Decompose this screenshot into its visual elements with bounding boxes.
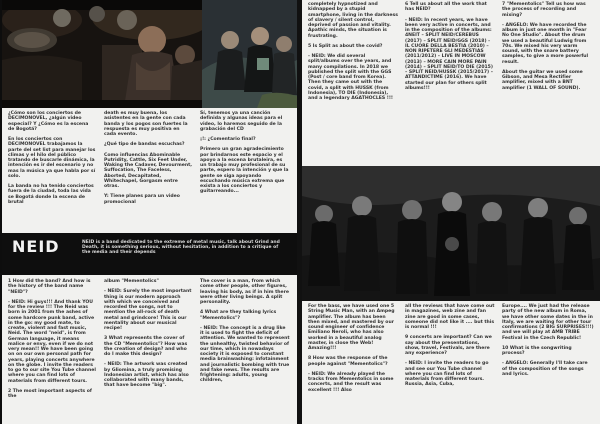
paragraph: For the bass, we have used one 5 String Music Man, with an Ampeg amplifier. The album has been then mixed, and mastered by our sound engineer of confidence Emiliano Neroli, who has also worked in a beautiful analog master, in close the Web! Amazing!!! xyxy=(308,304,395,351)
neid-col-3 xyxy=(200,279,290,389)
paragraph: La banda no ha tenido conciertos fuera de la ciudad, toda las vida se Bogotá donde la escena de brutal xyxy=(8,184,94,205)
paragraph: - NEID: I invite the readers to go and see our You Tube channel where you can find lots of materials from different tours. Russia, Asia, Cuba, xyxy=(405,361,489,388)
paragraph: - ANGELO: Generally I'll take care of the composition of the songs and lyrics. xyxy=(502,361,588,377)
neid-col-7 xyxy=(308,304,398,398)
paragraph: 3 What represents the cover of the CD "Mementolics"? How was the creation of design? and who do I make this design? xyxy=(104,336,188,357)
paragraph: 10 What is the songwriting process? xyxy=(502,345,572,356)
paragraph: death es muy buena, los asistentes en la gente con cada banda y los pogos son fuertes la respuesta es muy positiva en cada evento. xyxy=(104,111,188,137)
paragraph: Primero un gran agradecimiento por brindarnos este espacio y el apoyo a la escena brutaleira, es un trabajo muy profesional de su parte, espero la intención y que la gente se siga apoyando escuchando música extrema que exista a los conciertos y guitarreando... xyxy=(200,147,289,195)
band-name-title: NEID xyxy=(12,237,60,256)
band-intro: NEID is a band dedicated to the extreme of metal music, talk about Grind and Death, it is something serious, without hesitation, in addition to a critique of the media and their depends xyxy=(82,240,280,256)
paragraph: Como influencias Abominable Putridity, Cattle, Six Feet Under, Waking the Cadaver, Devourment, Suffocation, The Faceless, Aborted, Decapitated, Whitechapel, Gorgasm entre otras. xyxy=(104,152,192,189)
neid-col-9 xyxy=(502,304,594,382)
neid-col-6 xyxy=(502,2,594,96)
paragraph: ¿Cómo son los conciertos de DECIMONOVEL, ¿algún video especial? Y ¿Cómo es la escena de Bogotá? xyxy=(8,111,89,132)
paragraph: - NEID: The concept is a drug like it is used to fight the deficit of attention. We wanted to represent the unhealthy, twisted behavior of our time, which in nowadays society it is exposed to constant media brainwashing: infotainment and journalistic bombing with true and fake news. The results are frightening: adults, young children, xyxy=(200,325,290,384)
neid-col-2 xyxy=(104,279,192,394)
left-page xyxy=(2,0,297,424)
paragraph: - NEID: We did several split/albums over the years, and many compilations. In 2018 we published the split with the GGS (Post / core band from Korea). Then they came out with the covid, a split with HUSSK (from Indonesia), TO DIE (Indonesia), and a legendary AGATHOCLES !!! xyxy=(308,54,394,101)
paragraph: 6 Tell us about all the work that has NEID? xyxy=(405,2,487,13)
concert-photo xyxy=(2,0,202,108)
right-page xyxy=(302,0,600,424)
neid-band-photo xyxy=(302,166,600,301)
paragraph: album "Mementolics" xyxy=(104,279,159,284)
interview-col-1 xyxy=(8,111,96,210)
paragraph: Europe.... We just had the release party of the new album in Roma, we have other some dates in the in Italy, we are waiting for other tour confirmations (2 BIG SURPRISES!!!) and we will play at AMB TRIBE Festival in the Czech Republic! xyxy=(502,304,594,341)
paragraph: En los conciertos con DECIMONOVEL trabajamos la parte del set list para manejar los climas y el hilo del público tratando de buscarle dinámica, la intención es ir del escenario y no mas la música ya que habla por sí solo. xyxy=(8,137,96,179)
neid-col-5 xyxy=(405,2,495,96)
interview-col-3 xyxy=(200,111,290,200)
neid-col-8 xyxy=(405,304,495,393)
interview-col-2 xyxy=(104,111,192,210)
paragraph: 9 concerts are important? Can we say about the presentations, show, travel, Festivals, are there any experience? xyxy=(405,335,492,356)
band-photo xyxy=(202,0,297,108)
paragraph: - NEID: Hi guys!!! And thank YOU for the review !!! The Neid was born in 2001 from the ashes of some hardcore punk band, active in the go: my good mate, to create, violent and fast music, Neid. The word "neid", is from German language, it means malice or envy, even if we do not very mean!! We have been going on on our own personal path for years, playing concerts anywhere on the globe. I invite the readers to go to our site You Tube channel where you can find lots of materials from different tours. xyxy=(8,299,96,384)
neid-col-1 xyxy=(8,279,96,404)
paragraph: About the guitar we used some Gibson, and Mesa Rectifier amplifier, mixed with a BNT amplifier (1 WALL OF SOUND). xyxy=(502,69,583,91)
paragraph: 7 "Mementolics" Tell us how was the process of recording and mixing? xyxy=(502,2,586,18)
paragraph: ¡!: ¿Comentario final? xyxy=(200,137,256,142)
paragraph: all the reviews that have come out in magazines, web zine and fan zine are good in some cases, someone did not like it .... but this is normal !!! xyxy=(405,304,495,330)
paragraph: The cover is a man, from which come other people, other figures, leaving his body, as if in him there were other living beings. A split personality. xyxy=(200,279,289,305)
paragraph: - NEID: Surely the most important thing is our modern approach with which we conceived and recorded the songs, not to mention the all-rock of death metal and grindcore! This is our mentality about our musical recipe! xyxy=(104,289,192,331)
paragraph: 1 How did the band? And how is the history of the band name "NEID"? xyxy=(8,279,91,295)
paragraph: - NEID: The artwork was created by Gliomina, a truly promising Indonesian artist, which has also collaborated with many bands, that have become "big". xyxy=(104,362,189,389)
paragraph: 5 Is Split as about the covid? xyxy=(308,43,383,49)
neid-col-4 xyxy=(308,2,398,106)
paragraph: Y: Tiene planes para un video promocional xyxy=(104,194,180,205)
paragraph: 8 How was the response of the people against "Mementolics"? xyxy=(308,356,388,367)
paragraph: - ANGELO: We have recorded the album in just one month in "Fear No One Studio". About the drum we used a beautiful Ludwig from 70s. We mixed his very warm sound, with the snare battery samples, to give a more powerful result. xyxy=(502,22,589,65)
paragraph: - NEID: In recent years, we have been very active in concerts, and in the composition of the albums: 4NEIT – SPLIT NEID/CEREBUS (2017) – SPLIT NEID/GGS (2018) - IL CUORE DELLA BESTIA (2010) – NON RIPETERE GLI MEDESTIAS (2011/2012) – LIVE IN MOSCOW (2013) – MORE CAIN MORE PAIN (2014) – SPLIT NEID/TO DIE (2015) – SPLIT NEID/HUSSK (2015/2017) – ATTANDICTIME (2016). We have started our plan for others split albums!!! xyxy=(405,17,493,91)
paragraph: Sí, tenemos ya una canción definida y algunas ideas para el video, lo haremos seguido de la grabación del CD xyxy=(200,111,283,132)
paragraph: 4 What are they talking lyrics "Mementolics"? xyxy=(200,310,277,321)
paragraph: - NEID: We already played the tracks from Mementolics in some concerts, and the result was excellent !!! Also xyxy=(308,371,394,393)
paragraph: 2 The most important aspects of the xyxy=(8,388,92,399)
paragraph: ¿Qué tipo de bandas escuchas? xyxy=(104,142,185,148)
paragraph: completely hypnotized and kidnapped by a stupid smartphone, living in the darkness of slavery / silent control, deprived of passion and vitality. Apathic minds, the situation is frustrating. xyxy=(308,2,398,39)
